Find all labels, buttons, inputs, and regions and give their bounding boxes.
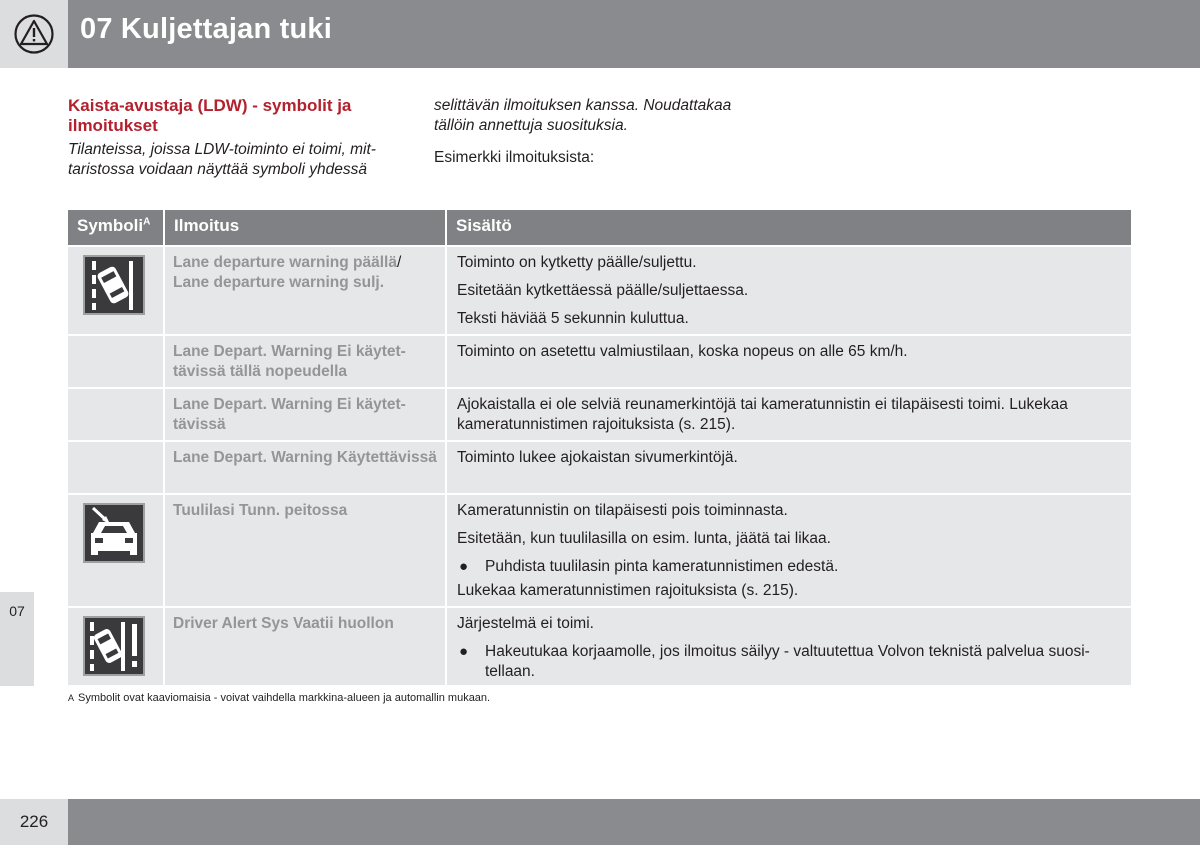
footer-bar xyxy=(68,799,1200,845)
symbol-cell xyxy=(68,495,165,606)
symbol-cell xyxy=(68,389,165,440)
message-cell: Lane Depart. Warning Käytettävissä xyxy=(165,442,447,493)
bullet-icon: ● xyxy=(459,643,469,660)
table-row xyxy=(68,440,1131,493)
chapter-side-number: 07 xyxy=(9,603,25,619)
table-row xyxy=(68,387,1131,440)
table-row xyxy=(68,493,1131,606)
message-cell: Lane departure warning päällä/ Lane departure warning sulj. xyxy=(165,247,447,334)
chapter-side-tab xyxy=(0,592,34,686)
content-cell: Toiminto lukee ajokaistan sivumerkintöjä. xyxy=(447,442,1131,493)
symbol-cell xyxy=(68,608,165,685)
camera-obstructed-icon xyxy=(83,503,145,563)
message-cell: Tuulilasi Tunn. peitossa xyxy=(165,495,447,606)
warning-triangle-icon xyxy=(14,14,54,54)
content-cell: Ajokaistalla ei ole selviä reunamerkintöjä tai kameratunnistin ei tilapäisesti toimi. Lukekaa kameratunnistimen rajoituksista (s. 215). xyxy=(447,389,1131,440)
examples-label: Esimerkki ilmoituksista: xyxy=(434,149,595,166)
symbol-cell xyxy=(68,336,165,387)
intro-italic-text: Tilanteissa, joissa LDW-toiminto ei toimi, mittaristossa voidaan näyttää symboli yhdessä xyxy=(68,141,376,178)
header-icon-box xyxy=(0,0,68,68)
message-cell: Lane Depart. Warning Ei käytettävissä tällä nopeudella xyxy=(165,336,447,387)
page-number: 226 xyxy=(19,812,49,831)
content-cell: Toiminto on asetettu valmiustilaan, koska nopeus on alle 65 km/h. xyxy=(447,336,1131,387)
table-row xyxy=(68,245,1131,334)
section-heading: Kaista-avustaja (LDW) - symbolit ja ilmoitukset xyxy=(68,96,352,135)
symbol-cell xyxy=(68,247,165,334)
content-cell: Järjestelmä ei toimi. ● Hakeutukaa korjaamolle, jos ilmoitus säilyy - valtuutettua Volvon teknistä palvelua suositellaan. xyxy=(447,608,1131,685)
table-row xyxy=(68,334,1131,387)
table-header-row xyxy=(68,210,1131,245)
intro-left-column xyxy=(68,96,398,180)
messages-table xyxy=(68,210,1131,685)
chapter-title: 07 Kuljettajan tuki xyxy=(80,13,332,45)
header-message: Ilmoitus xyxy=(165,210,447,245)
bullet-item: ● Hakeutukaa korjaamolle, jos ilmoitus säilyy - valtuutettua Volvon teknistä palvelua suositellaan. xyxy=(459,643,1090,680)
page-number-box xyxy=(0,799,68,845)
intro-right-column xyxy=(434,96,764,168)
content-cell: Toiminto on kytketty päälle/suljettu. Esitetään kytkettäessä päälle/suljettaessa. Teksti häviää 5 sekunnin kuluttua. xyxy=(447,247,1131,334)
table-row xyxy=(68,606,1131,685)
content-cell: Kameratunnistin on tilapäisesti pois toiminnasta. Esitetään, kun tuulilasilla on esim. lunta, jäätä tai likaa. ● Puhdista tuulilasin pinta kameratunnistimen edestä. Lukekaa kameratunnistimen rajoituksista (s. 215). xyxy=(447,495,1131,606)
bullet-icon: ● xyxy=(459,558,469,575)
footnote: A Symbolit ovat kaaviomaisia - voivat vaihdella markkina-alueen ja automallin mukaan. xyxy=(68,692,491,704)
symbol-cell xyxy=(68,442,165,493)
header-symbol: Symboli$^A$ xyxy=(68,210,165,245)
header-bar xyxy=(68,0,1200,68)
intro-italic-continued: selittävän ilmoituksen kanssa. Noudattakaa tällöin annettuja suosituksia. xyxy=(434,97,732,134)
lane-departure-alert-icon xyxy=(83,616,145,676)
message-cell: Driver Alert Sys Vaatii huollon xyxy=(165,608,447,685)
bullet-item: ● Puhdista tuulilasin pinta kameratunnistimen edestä. xyxy=(459,558,839,575)
header-content: Sisältö xyxy=(456,216,512,235)
lane-departure-icon xyxy=(83,255,145,315)
message-cell: Lane Depart. Warning Ei käytettävissä xyxy=(165,389,447,440)
